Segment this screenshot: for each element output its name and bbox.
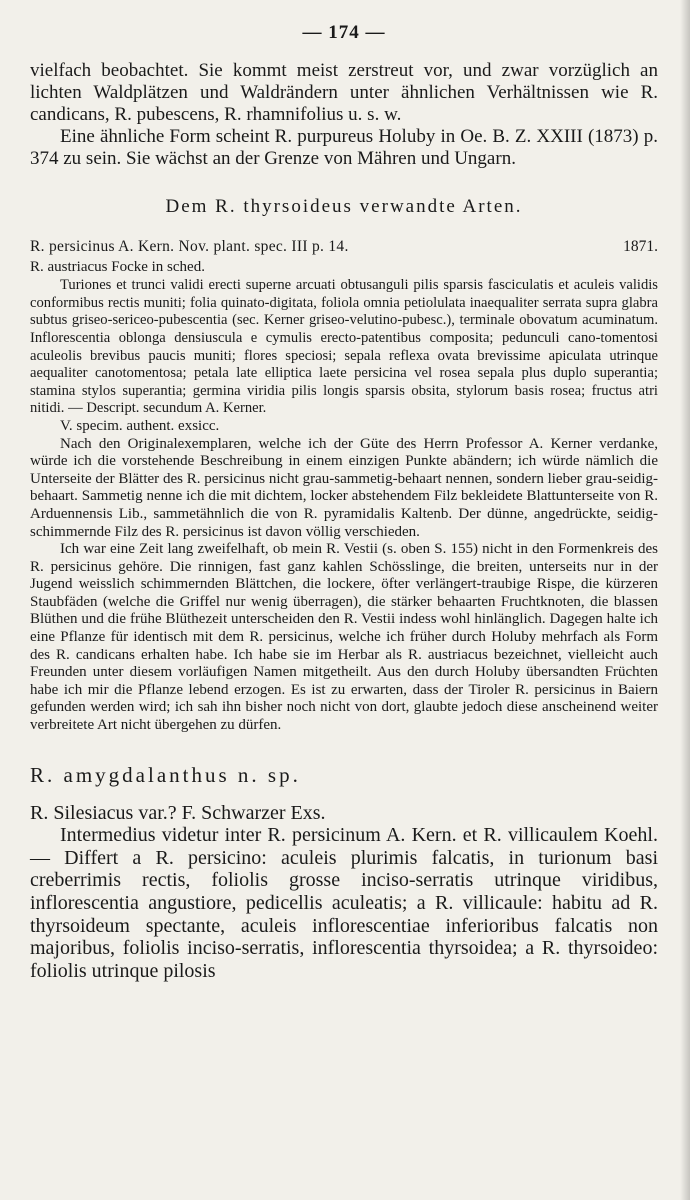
species-year: 1871. xyxy=(623,238,658,255)
intro-paragraph: Eine ähnliche Form scheint R. purpureus Holuby in Oe. B. Z. XXIII (1873) p. 374 zu sein. Sie wächst an der Grenze von Mähren und Ungarn. xyxy=(30,126,658,169)
species-entry-persicinus xyxy=(30,238,658,735)
commentary-paragraph: Nach den Originalexemplaren, welche ich der Güte des Herrn Professor A. Kerner verdanke, würde ich die vorstehende Beschreibung in einem einzigen Punkte abändern; ich würde nämlich die Unterseite der Blätter des R. persicinus nicht grau-sammetig-behaart nennen, sondern lieber grau-seidig-behaart. Sammetig nenne ich die mit dichtem, locker abstehendem Filz bekleidete Blattunterseite von R. Arduennensis Lib., sammetähnlich die von R. pyramidalis Kaltenb. Der dünne, angedrückte, seidig-schimmernde Filz des R. persicinus ist davon völlig verschieden. xyxy=(30,435,658,540)
species-exsiccata: R. Silesiacus var.? F. Schwarzer Exs. xyxy=(30,801,326,824)
species-description: Intermedius videtur inter R. persicinum A. Kern. et R. villicaulem Koehl. — Differt a R. persicino: aculeis plurimis falcatis, in turionum basi creberrimis rectis, foliolis grosse inciso-serratis utrinque viridibus, inflorescentia angustiore, pedicellis aculeatis; a R. villicaule: habitu ad R. thyrsoideum spectante, aculeis inflorescentiae inferioribus falcatis non majoribus, foliolis inciso-serratis, inflorescentia thyrsoidea; a R. thyrsoideo: foliolis utrinque pilosis xyxy=(30,824,658,982)
section-heading: Dem R. thyrsoideus verwandte Arten. xyxy=(165,196,523,217)
species-entry-amygdalanthus xyxy=(30,802,658,983)
intro-text xyxy=(30,60,658,170)
page-edge-shadow xyxy=(680,0,690,1200)
species-title: R. persicinus A. Kern. Nov. plant. spec. III p. 14. xyxy=(30,238,349,255)
latin-description: Turiones et trunci validi erecti superne arcuati obtusanguli pilis sparsis fasciculatis et aculeis validis conformibus rectis muniti; folia quinato-digitata, foliola omnia petiolulata inaequaliter serrata supra glabra subtus griseo-sericeo-pubescentia (sec. Kerner griseo-velutino-pubesc.), terminale obovatum acuminatum. Inflorescentia oblonga densiuscula e cymulis erecto-patentibus composita; pedunculi cano-tomentosi aculeolis brevibus paucis muniti; flores speciosi; sepala reflexa ovata brevissime apiculata utrinque aequaliter canotomentosa; petala late elliptica laete persicina vel rosea sepala plus duplo superantia; stamina stylos superantia; germina viridia pilis longis sparsis obsita, stylorum basis rosea; fructus atri nitidi. — Descript. secundum A. Kerner. xyxy=(30,277,658,417)
species-synonym: R. austriacus Focke in sched. xyxy=(30,258,205,275)
species-title-line xyxy=(30,238,658,256)
species-heading-amygdalanthus: R. amygdalanthus n. sp. xyxy=(30,762,301,787)
page-number: — 174 — xyxy=(302,22,386,43)
intro-paragraph: vielfach beobachtet. Sie kommt meist zerstreut vor, und zwar vorzüglich an lichten Waldplätzen und Waldrändern unter ähnlichen Verhältnissen wie R. candicans, R. pubescens, R. rhamnifolius u. s. w. xyxy=(30,60,658,125)
commentary-paragraph: Ich war eine Zeit lang zweifelhaft, ob mein R. Vestii (s. oben S. 155) nicht in den Formenkreis des R. persicinus gehöre. Die rinnigen, fast ganz kahlen Schösslinge, die breiten, unterseits nur in der Jugend weisslich schimmernden Blättchen, die lockere, öfter verlängert-traubige Rispe, die kürzeren Staubfäden (welche die Griffel nur wenig überragen), die stärker behaarten Fruchtknoten, die blassen Blüthen und die frühe Blüthezeit unterscheiden den R. Vestii indess wohl hinlänglich. Dagegen halte ich eine Pflanze für identisch mit dem R. persicinus, welche ich früher durch Holuby mehrfach als Form des R. candicans erhalten habe. Ich habe sie im Herbar als R. austriacus bezeichnet, vielleicht auch Freunden unter diesem vorläufigen Namen mitgetheilt. Aus den durch Holuby übersandten Früchten habe ich mir die Pflanze lebend erzogen. Es ist zu erwarten, dass der Tiroler R. persicinus in Baiern gefunden werden wird; ich sah ihn bisher noch nicht von dort, glaubte jedoch diese anscheinend weiter verbreitete Art nicht übergehen zu dürfen. xyxy=(30,541,658,734)
specimen-note: V. specim. authent. exsicc. xyxy=(60,417,220,434)
